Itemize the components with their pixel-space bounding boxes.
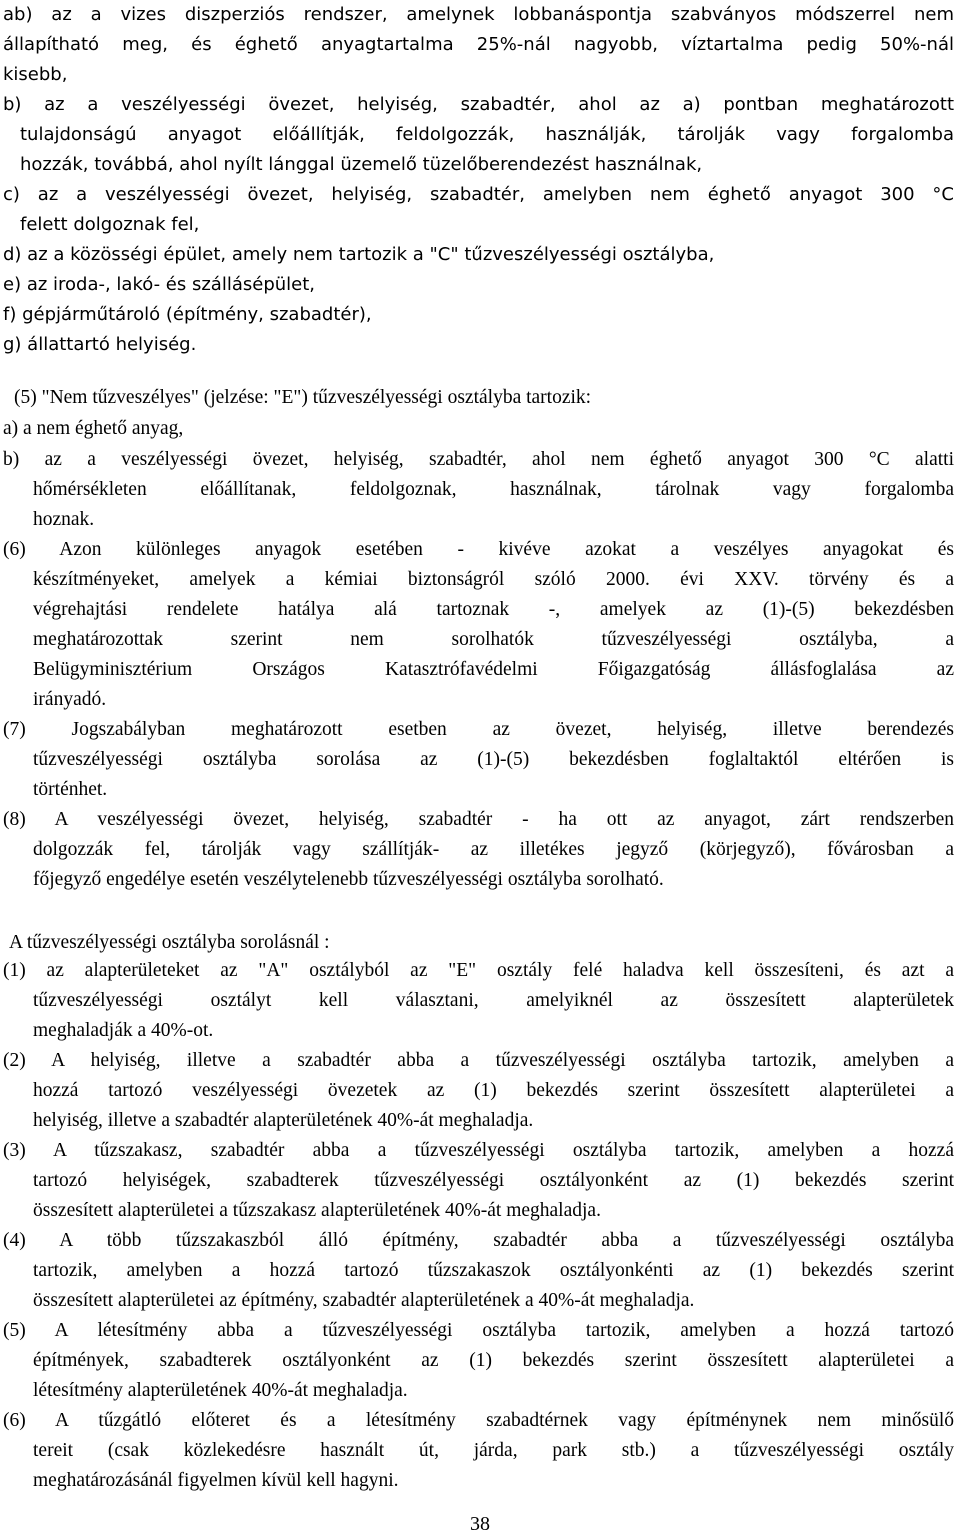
text-line: e) az iroda-, lakó- és szállásépület,	[3, 274, 316, 295]
text-line: hozzák, továbbá, ahol nyílt lánggal üzemelő tüzelőberendezést használnak,	[20, 154, 703, 175]
section-heading: A tűzveszélyességi osztályba sorolásnál :	[9, 932, 330, 953]
text-line: (5) A létesítmény abba a tűzveszélyességi osztályba tartozik, amelyben a hozzá tartozó	[3, 1320, 954, 1341]
text-line: hoznak.	[33, 509, 95, 530]
text-line: a) a nem éghető anyag,	[3, 418, 184, 439]
text-line: meghatározottak szerint nem sorolhatók tűzveszélyességi osztályba, a	[33, 629, 954, 650]
text-line: állapítható meg, és éghető anyagtartalma 25%-nál nagyobb, víztartalma pedig 50%-nál	[3, 34, 954, 55]
text-line: d) az a közösségi épület, amely nem tartozik a "C" tűzveszélyességi osztályba,	[3, 244, 715, 265]
text-line: történhet.	[33, 779, 108, 800]
text-line: Belügyminisztérium Országos Katasztrófavédelmi Főigazgatóság állásfoglalása az	[33, 659, 954, 680]
text-line: végrehajtási rendelete hatálya alá tartoznak -, amelyek az (1)-(5) bekezdésben	[33, 599, 954, 620]
text-line: ab) az a vizes diszperziós rendszer, amelynek lobbanáspontja szabványos módszerrel nem	[3, 4, 954, 25]
text-line: meghaladják a 40%-ot.	[33, 1020, 214, 1041]
text-line: (4) A több tűzszakaszból álló építmény, szabadtér abba a tűzveszélyességi osztályba	[3, 1230, 954, 1251]
text-line: készítményeket, amelyek a kémiai biztonságról szóló 2000. évi XXV. törvény és a	[33, 569, 954, 590]
text-line: tűzveszélyességi osztályt kell választani, amelyiknél az összesített alapterületek	[33, 990, 954, 1011]
text-line: c) az a veszélyességi övezet, helyiség, szabadtér, amelyben nem éghető anyagot 300 °C	[3, 184, 954, 205]
text-line: létesítmény alapterületének 40%-át meghaladja.	[33, 1380, 408, 1401]
text-line: tartozó helyiségek, szabadterek tűzveszélyességi osztályonként az (1) bekezdés szerint	[33, 1170, 954, 1191]
text-line: b) az a veszélyességi övezet, helyiség, szabadtér, ahol az a) pontban meghatározott	[3, 94, 954, 115]
text-line: hőmérsékleten előállítanak, feldolgoznak, használnak, tárolnak vagy forgalomba	[33, 479, 954, 500]
text-line: (1) az alapterületeket az "A" osztályból az "E" osztály felé haladva kell összesíteni, és azt a	[3, 960, 954, 981]
page-number: 38	[470, 1513, 490, 1535]
text-line: főjegyző engedélye esetén veszélytelenebb tűzveszélyességi osztályba sorolható.	[33, 869, 664, 890]
text-line: (7) Jogszabályban meghatározott esetben az övezet, helyiség, illetve berendezés	[3, 719, 954, 740]
text-line: építmények, szabadterek osztályonként az (1) bekezdés szerint összesített alapterületei a	[33, 1350, 954, 1371]
text-line: tartozik, amelyben a hozzá tartozó tűzszakaszok osztályonkénti az (1) bekezdés szerint	[33, 1260, 954, 1281]
section-heading: (5) "Nem tűzveszélyes" (jelzése: "E") tűzveszélyességi osztályba tartozik:	[14, 387, 592, 408]
text-line: (8) A veszélyességi övezet, helyiség, szabadtér - ha ott az anyagot, zárt rendszerben	[3, 809, 954, 830]
text-line: hozzá tartozó veszélyességi övezetek az (1) bekezdés szerint összesített alapterületei a	[33, 1080, 954, 1101]
text-line: összesített alapterületei a tűzszakasz alapterületének 40%-át meghaladja.	[33, 1200, 601, 1221]
text-line: b) az a veszélyességi övezet, helyiség, szabadtér, ahol nem éghető anyagot 300 °C alatti	[3, 449, 954, 470]
text-line: irányadó.	[33, 689, 107, 710]
text-line: meghatározásánál figyelmen kívül kell hagyni.	[33, 1470, 399, 1491]
text-line: tereit (csak közlekedésre használt út, járda, park stb.) a tűzveszélyességi osztály	[33, 1440, 954, 1461]
text-line: kisebb,	[3, 64, 68, 85]
text-line: (3) A tűzszakasz, szabadtér abba a tűzveszélyességi osztályba tartozik, amelyben a hozzá	[3, 1140, 954, 1161]
text-line: (6) A tűzgátló előteret és a létesítmény szabadtérnek vagy építménynek nem minősülő	[3, 1410, 954, 1431]
text-line: g) állattartó helyiség.	[3, 334, 197, 355]
text-line: (2) A helyiség, illetve a szabadtér abba a tűzveszélyességi osztályba tartozik, amelyben a	[3, 1050, 954, 1071]
text-line: helyiség, illetve a szabadtér alapterületének 40%-át meghaladja.	[33, 1110, 534, 1131]
text-line: összesített alapterületei az építmény, szabadtér alapterületének a 40%-át meghaladja.	[33, 1290, 695, 1311]
text-line: f) gépjárműtároló (építmény, szabadtér),	[3, 304, 372, 325]
text-line: tűzveszélyességi osztályba sorolása az (1)-(5) bekezdésben foglaltaktól eltérően is	[33, 749, 954, 770]
text-line: felett dolgoznak fel,	[20, 214, 200, 235]
text-line: dolgozzák fel, tárolják vagy szállítják- az illetékes jegyző (körjegyző), fővárosban a	[33, 839, 954, 860]
text-line: tulajdonságú anyagot előállítják, feldolgozzák, használják, tárolják vagy forgalomba	[20, 124, 954, 145]
text-line: (6) Azon különleges anyagok esetében - kivéve azokat a veszélyes anyagokat és	[3, 539, 954, 560]
